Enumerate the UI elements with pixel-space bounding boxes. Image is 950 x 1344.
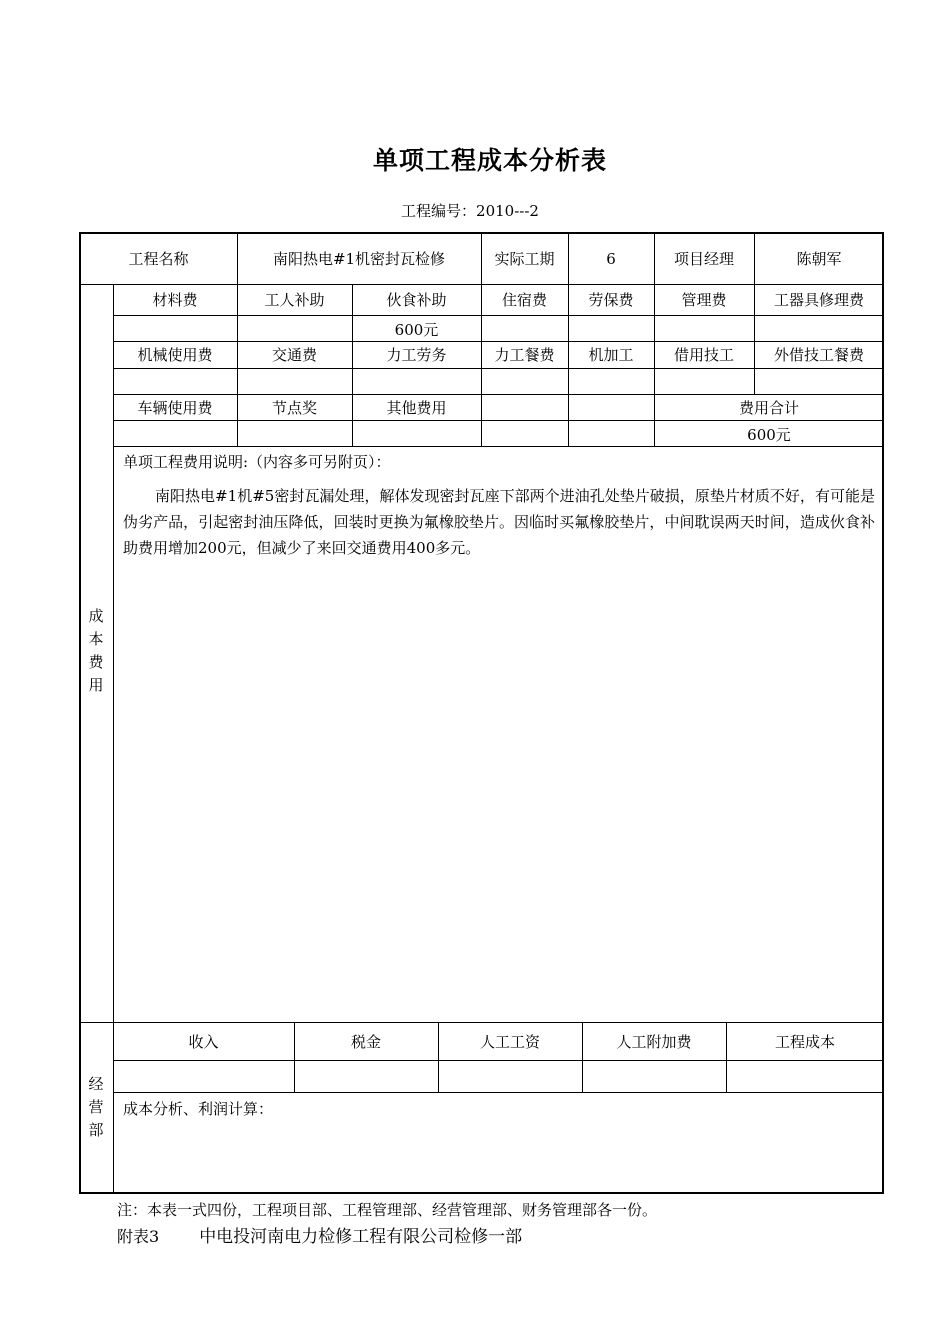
footer — [117, 1222, 522, 1247]
manager-label: 项目经理 — [673, 250, 734, 268]
ops-analysis-label: 成本分析、利润计算： — [123, 1100, 274, 1118]
cost-label-lodging: 住宿费 — [501, 291, 547, 309]
cost-value-management — [654, 315, 754, 341]
ops-value-wages — [438, 1060, 582, 1092]
cost-value-labor-protection — [568, 315, 654, 341]
project-name-label: 工程名称 — [128, 250, 189, 268]
cost-value-material — [113, 315, 237, 341]
ops-value-income — [113, 1060, 294, 1092]
cost-value-machinery — [113, 368, 237, 394]
ops-header-project-cost: 工程成本 — [774, 1032, 835, 1051]
ops-header-labor-surcharge: 人工附加费 — [616, 1032, 692, 1051]
period-value: 6 — [606, 249, 616, 268]
period-label: 实际工期 — [494, 250, 555, 268]
cost-label-labor-protection: 劳保费 — [588, 291, 634, 309]
ops-header-wages: 人工工资 — [479, 1032, 540, 1051]
cost-value-blank-2 — [568, 420, 654, 446]
cost-section-label-text: 成本费用 — [88, 607, 104, 694]
cost-label-machining: 机加工 — [588, 346, 634, 364]
cost-value-blank-1 — [481, 420, 568, 446]
cost-value-worker-subsidy — [237, 315, 352, 341]
distribution-note: 注：本表一式四份，工程项目部、工程管理部、经营管理部、财务管理部各一份。 — [117, 1201, 658, 1219]
cost-value-machining — [568, 368, 654, 394]
cost-value-casual-labor — [352, 368, 481, 394]
ops-value-labor-surcharge — [582, 1060, 726, 1092]
ops-section-label-text: 经营部 — [88, 1075, 104, 1139]
cost-label-milestone-bonus: 节点奖 — [271, 398, 317, 417]
ops-header-income: 收入 — [188, 1032, 219, 1051]
explanation-label: 单项工程费用说明:（内容多可另附页）： — [123, 453, 391, 471]
ops-section-label — [79, 1073, 113, 1142]
cost-label-blank-1 — [481, 394, 568, 420]
cost-label-borrowed-tech: 借用技工 — [673, 346, 734, 364]
cost-value-other — [352, 420, 481, 446]
cost-label-labor-meals: 力工餐费 — [494, 346, 555, 364]
cost-label-tool-repair: 工器具修理费 — [773, 291, 864, 309]
cost-value-vehicle — [113, 420, 237, 446]
explanation-text: 南阳热电#1机#5密封瓦漏处理，解体发现密封瓦座下部两个进油孔处垫片破损，原垫片材质不好，有可能是伪劣产品，引起密封油压降低，回装时更换为氟橡胶垫片。因临时买氟橡胶垫片，中间耽误两天时间，造成伙食补助费用增加200元，但减少了来回交通费用400多元。 — [123, 487, 875, 557]
cost-value-borrowed-tech — [654, 368, 754, 394]
organization-name: 中电投河南电力检修工程有限公司检修一部 — [199, 1227, 523, 1247]
cost-label-machinery: 机械使用费 — [137, 346, 213, 364]
project-number: 工程编号：2010---2 — [401, 202, 539, 220]
cost-label-other: 其他费用 — [386, 398, 447, 417]
cost-label-meal-subsidy: 伙食补助 — [386, 291, 447, 309]
attachment-label: 附表3 — [117, 1227, 160, 1246]
cost-value-labor-meals — [481, 368, 568, 394]
cost-value-lodging — [481, 315, 568, 341]
divider — [113, 1092, 884, 1093]
cost-value-milestone-bonus — [237, 420, 352, 446]
ops-value-tax — [294, 1060, 438, 1092]
cost-value-borrowed-tech-meals — [754, 368, 884, 394]
cost-label-borrowed-tech-meals: 外借技工餐费 — [773, 346, 864, 364]
project-name-value: 南阳热电#1机密封瓦检修 — [272, 250, 446, 268]
cost-label-worker-subsidy: 工人补助 — [264, 291, 325, 309]
ops-value-project-cost — [726, 1060, 884, 1092]
cost-value-total: 600元 — [747, 425, 791, 444]
cost-value-transport — [237, 368, 352, 394]
ops-header-tax: 税金 — [350, 1032, 381, 1051]
cost-label-total: 费用合计 — [738, 398, 799, 417]
cost-label-vehicle: 车辆使用费 — [137, 398, 213, 417]
cost-label-transport: 交通费 — [271, 346, 317, 364]
cost-label-material: 材料费 — [152, 291, 198, 309]
cost-label-management: 管理费 — [681, 291, 727, 309]
cost-section-label — [79, 605, 113, 697]
cost-value-meal-subsidy: 600元 — [394, 320, 439, 339]
page-title: 单项工程成本分析表 — [372, 146, 607, 175]
cost-label-casual-labor: 力工劳务 — [386, 346, 447, 364]
manager-value: 陈朝军 — [796, 250, 842, 268]
cost-label-blank-2 — [568, 394, 654, 420]
cost-value-tool-repair — [754, 315, 884, 341]
